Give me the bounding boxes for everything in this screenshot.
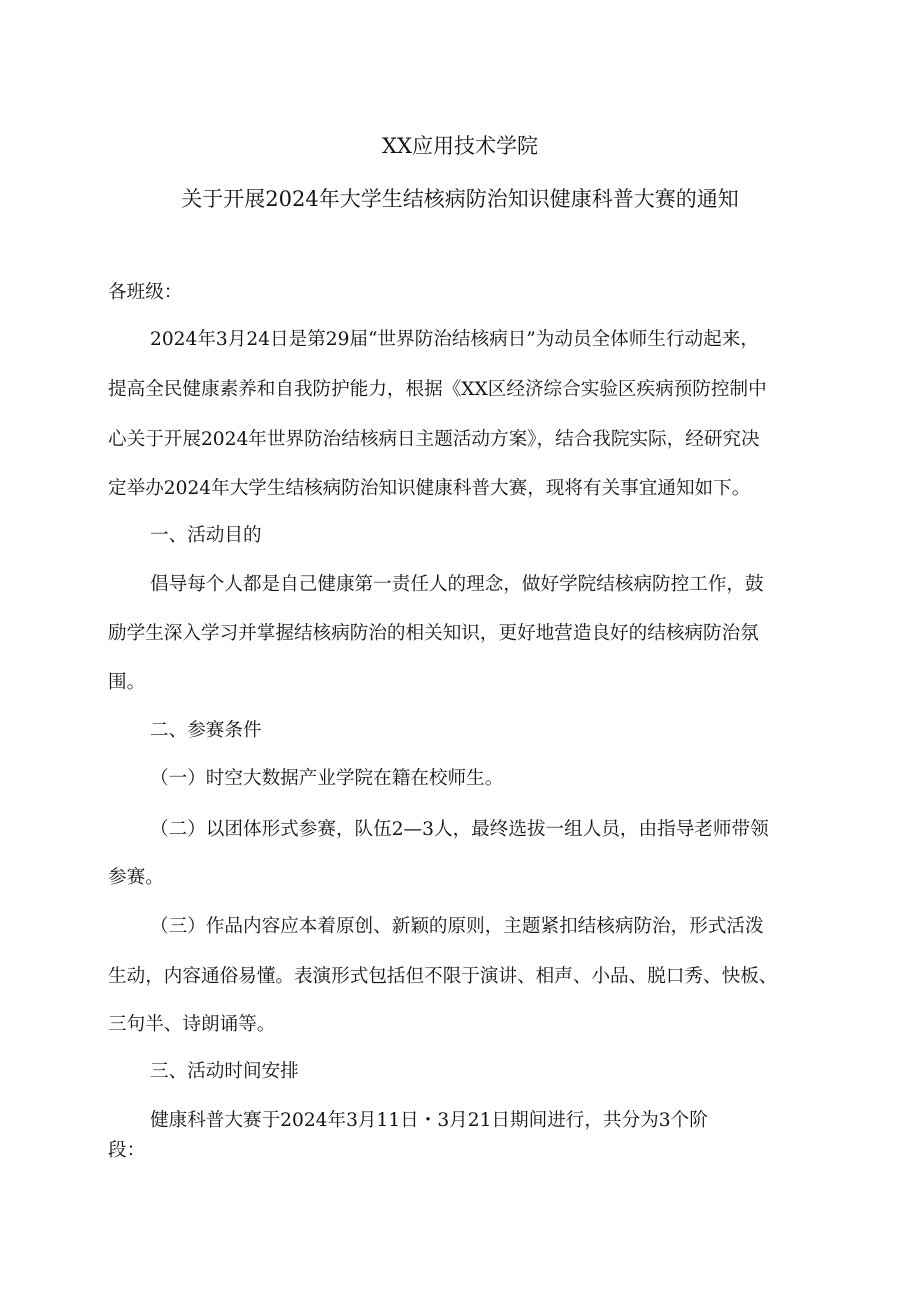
salutation: 各班级： [108, 282, 183, 303]
purpose-line: 励学生深入学习并掌握结核病防治的相关知识，更好地营造良好的结核病防治氛 [108, 623, 759, 644]
intro-line: 提高全民健康素养和自我防护能力，根据《XX区经济综合实验区疾病预防控制中 [108, 379, 767, 400]
condition-item-1: （一）时空大数据产业学院在籍在校师生。 [150, 768, 504, 789]
section-heading-conditions: 二、参赛条件 [150, 720, 262, 741]
condition-item-3-cont: 生动，内容通俗易懂。表演形式包括但不限于演讲、相声、小品、脱口秀、快板、 [108, 966, 778, 987]
condition-item-3-cont: 三句半、诗朗诵等。 [108, 1014, 276, 1035]
intro-line: 定举办2024年大学生结核病防治知识健康科普大赛，现将有关事宜通知如下。 [108, 478, 751, 499]
purpose-line: 倡导每个人都是自己健康第一责任人的理念，做好学院结核病防控工作，鼓 [150, 574, 764, 595]
document-subtitle: 关于开展2024年大学生结核病防治知识健康科普大赛的通知 [181, 187, 739, 211]
condition-item-3: （三）作品内容应本着原创、新颖的原则，主题紧扣结核病防治，形式活泼 [150, 916, 764, 937]
schedule-line: 段： [108, 1140, 146, 1161]
section-heading-schedule: 三、活动时间安排 [150, 1061, 299, 1082]
purpose-line: 围。 [108, 672, 146, 693]
condition-item-2: （二）以团体形式参赛，队伍2—3人，最终选拔一组人员，由指导老师带领 [150, 819, 769, 840]
condition-item-2-cont: 参赛。 [108, 867, 164, 888]
intro-line: 2024年3月24日是第29届“世界防治结核病日”为动员全体师生行动起来， [150, 329, 759, 350]
intro-line: 心关于开展2024年世界防治结核病日主题活动方案》，结合我院实际，经研究决 [108, 429, 760, 450]
schedule-line: 健康科普大赛于2024年3月11日・3月21日期间进行，共分为3个阶 [150, 1110, 708, 1131]
section-heading-purpose: 一、活动目的 [150, 525, 262, 546]
document-title: XX应用技术学院 [382, 134, 538, 158]
